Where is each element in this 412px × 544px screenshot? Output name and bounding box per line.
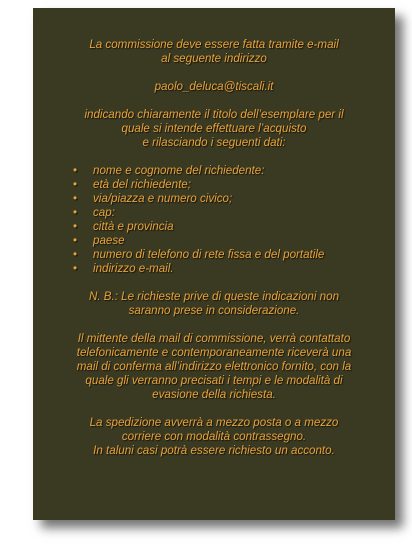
order-info-panel <box>33 8 395 520</box>
intro-line-1: La commissione deve essere fatta tramite e-mail <box>89 38 339 51</box>
bullet-icon: • <box>73 178 78 191</box>
email-address-text: paolo_deluca@tiscali.it <box>154 80 274 93</box>
list-item-text: indirizzo e-mail. <box>93 262 174 275</box>
instructions-line-1: indicando chiaramente il titolo dell’esemplare per il <box>84 108 344 121</box>
list-item <box>43 164 385 178</box>
email-address <box>43 80 385 94</box>
list-item <box>43 248 385 262</box>
contact-line-5: evasione della richiesta. <box>152 388 276 401</box>
list-item <box>43 220 385 234</box>
instructions-line-2: quale si intende effettuare l’acquisto <box>121 122 307 135</box>
list-item-text: cap: <box>93 206 115 219</box>
shipping-line-3: In taluni casi potrà essere richiesto un acconto. <box>93 444 335 457</box>
note-text <box>43 290 385 318</box>
list-item-text: nome e cognome del richiedente: <box>93 164 265 177</box>
contact-line-3: mail di conferma all’indirizzo elettronico fornito, con la <box>76 360 352 373</box>
intro-line-2: al seguente indirizzo <box>161 52 267 65</box>
instructions-text <box>43 108 385 150</box>
list-item <box>43 206 385 220</box>
contact-line-1: Il mittente della mail di commissione, verrà contattato <box>77 332 351 345</box>
list-item-text: età del richiedente; <box>93 178 191 191</box>
bullet-icon: • <box>73 192 78 205</box>
note-line-2: saranno prese in considerazione. <box>128 304 300 317</box>
list-item <box>43 178 385 192</box>
required-fields-list <box>43 164 385 276</box>
shipping-line-1: La spedizione avverrà a mezzo posta o a mezzo <box>89 416 339 429</box>
list-item-text: paese <box>93 234 125 247</box>
list-item <box>43 234 385 248</box>
list-item-text: città e provincia <box>93 220 174 233</box>
contact-line-2: telefonicamente e contemporaneamente riceverà una <box>76 346 352 359</box>
list-item-text: numero di telefono di rete fissa e del portatile <box>93 248 325 261</box>
shipping-line-2: corriere con modalità contrassegno. <box>121 430 307 443</box>
bullet-icon: • <box>73 164 78 177</box>
list-item <box>43 262 385 276</box>
instructions-line-3: e rilasciando i seguenti dati: <box>142 136 286 149</box>
bullet-icon: • <box>73 220 78 233</box>
bullet-icon: • <box>73 262 78 275</box>
list-item-text: via/piazza e numero civico; <box>93 192 233 205</box>
contact-line-4: quale gli verranno precisati i tempi e le modalità di <box>85 374 343 387</box>
list-item <box>43 192 385 206</box>
shipping-text <box>43 416 385 458</box>
bullet-icon: • <box>73 206 78 219</box>
contact-info-text <box>43 332 385 402</box>
bullet-icon: • <box>73 234 78 247</box>
intro-text <box>43 38 385 66</box>
note-line-1: N. B.: Le richieste prive di queste indicazioni non <box>88 290 340 303</box>
bullet-icon: • <box>73 248 78 261</box>
